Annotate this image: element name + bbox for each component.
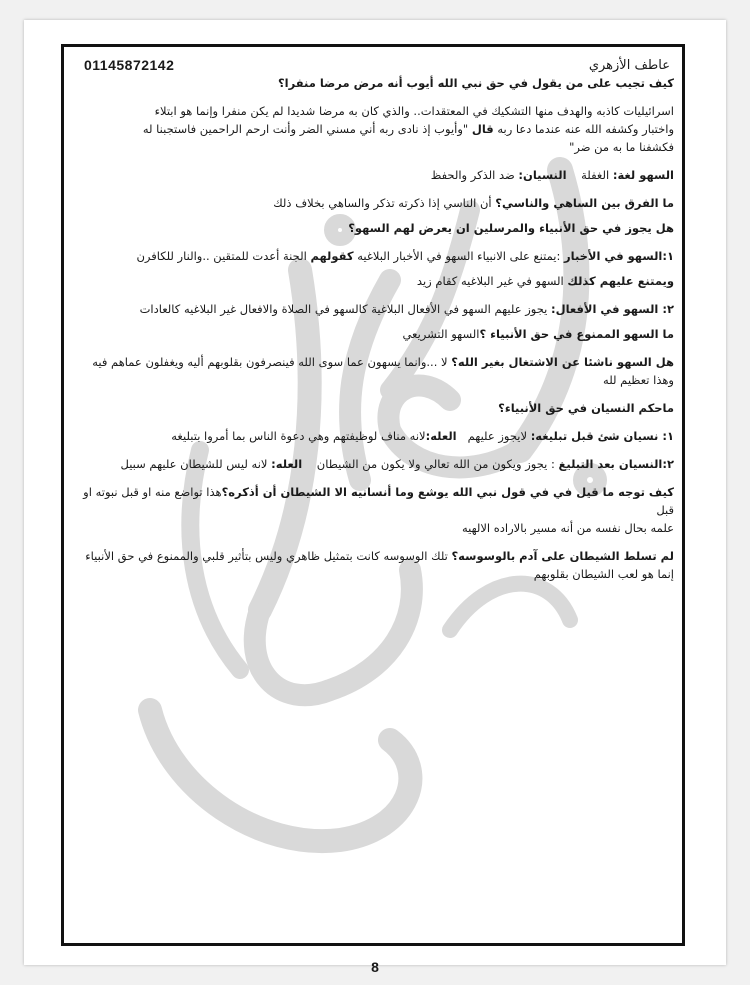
question-adam: [66, 547, 674, 565]
question-yusha: [66, 483, 674, 519]
answer-nisyan-after-label: ٢:النسيان بعد التبليغ: [558, 457, 674, 471]
answer-difference: أن الناسي إذا ذكرته تذكر والساهي بخلاف ذلك: [273, 196, 492, 210]
answer-ayyub-line-3: فكشفنا ما به من ضر": [569, 140, 674, 154]
answer-sahw-news-pre: :يمتنع على الانبياء السهو في الأخبار البلاغيه: [357, 249, 561, 263]
answer-ayyub-verse: "وأيوب إذ نادى ربه أني مسني الضر وأنت ارحم الراحمين فاستجبنا له: [142, 122, 469, 136]
answer-nisyan-before: [66, 427, 674, 445]
answer-sahw-news-b-bold: ويمتنع عليهم كذلك: [567, 274, 674, 288]
document-body: [66, 74, 674, 583]
question-prophets-sahw: هل يجوز في حق الأنبياء والمرسلين ان يعرض لهم السهو؟: [348, 221, 674, 235]
header-author-name: عاطف الأزهري: [588, 58, 670, 73]
answer-nisyan-after-reason: لانه ليس للشيطان عليهم سبيل: [120, 457, 268, 471]
def-nisyan-label: النسيان:: [518, 168, 567, 182]
answer-nisyan-after-text: : يجوز ويكون من الله تعالي ولا يكون من الشيطان: [316, 457, 555, 471]
answer-sahw-news-b-post: السهو في غير البلاغيه كقام زيد: [416, 274, 564, 288]
answer-nisyan-after-reason-label: العله:: [271, 457, 303, 471]
answer-ayyub-line-2: [66, 120, 674, 138]
question-sahw-origin: [66, 353, 674, 371]
answer-sahw-news-bold: كقولهم: [310, 249, 354, 263]
answer-sahw-deeds-text: يجوز عليهم السهو في الأفعال البلاغية كالسهو في الصلاة والافعال غير البلاغيه كالعادات: [139, 302, 548, 316]
question-forbidden-sahw-text: ما السهو الممنوع في حق الأنبياء ؟: [479, 327, 674, 341]
question-difference: [66, 194, 674, 212]
question-difference-text: ما الفرق بين الساهي والناسي؟: [495, 196, 674, 210]
question-sahw-origin-text: هل السهو ناشئا عن الاشتغال بغير الله؟: [451, 355, 674, 369]
answer-ayyub-qala: قال: [471, 122, 494, 136]
answer-sahw-news: [66, 247, 674, 265]
answer-yusha-l2: علمه بحال نفسه من أنه مسير بالاراده الالهيه: [461, 521, 674, 535]
answer-sahw-deeds: [66, 300, 674, 318]
answer-adam-l1: تلك الوسوسه كانت بتمثيل ظاهري وليس بتأثير قلبي والممنوع في حق الأنبياء: [85, 549, 448, 563]
question-forbidden-sahw: [66, 325, 674, 343]
answer-adam-l2: إنما هو لعب الشيطان بقلوبهم: [533, 567, 674, 581]
question-ayyub: كيف تجيب على من يقول في حق نبي الله أيوب أنه مرض مرضا منفرا؟: [278, 76, 674, 90]
answer-forbidden-sahw: السهو التشريعي: [402, 327, 480, 341]
answer-nisyan-after: [66, 455, 674, 473]
definitions-line: [66, 166, 674, 184]
page-number: 8: [371, 959, 379, 975]
answer-sahw-news-post: الجنة أعدت للمتقين ..والنار للكافرن: [136, 249, 307, 263]
question-adam-text: لم تسلط الشيطان على آدم بالوسوسه؟: [451, 549, 674, 563]
def-sahw-value: الغفلة: [581, 168, 610, 182]
answer-sahw-origin-l1: لا ...وانما يسهون عما سوى الله فينصرفون بقلوبهم أليه ويغفلون عماهم فيه: [92, 355, 448, 369]
question-nisyan-ruling: ماحكم النسيان في حق الأنبياء؟: [498, 401, 674, 415]
question-yusha-text: كيف توجه ما قيل في في قول نبي الله يوشع وما أنسانيه الا الشيطان أن أذكره؟: [221, 485, 674, 499]
answer-nisyan-before-label: ١: نسيان شئ قبل تبليغه:: [530, 429, 674, 443]
answer-nisyan-before-text: لايجوز عليهم: [467, 429, 528, 443]
answer-sahw-origin-l2: وهذا تعظيم لله: [603, 373, 674, 387]
answer-sahw-news-b: [66, 272, 674, 290]
answer-sahw-deeds-label: ٢: السهو في الأفعال:: [551, 302, 674, 316]
answer-ayyub-pre: واختبار وكشفه الله عنه عندما دعا ربه: [497, 122, 674, 136]
answer-nisyan-before-reason-label: العله:: [425, 429, 457, 443]
answer-nisyan-before-reason: لانه مناف لوظيفتهم وهي دعوة الناس بما أمروا بتبليغه: [171, 429, 426, 443]
def-nisyan-value: ضد الذكر والحفظ: [430, 168, 515, 182]
answer-sahw-news-label: ١:السهو في الأخبار: [564, 249, 674, 263]
answer-ayyub-line-1: اسرائيليات كاذبه والهدف منها التشكيك في المعتقدات.. والذي كان به مرضا شديدا لم يكن منفرا وإنما هو ابتلاء: [154, 104, 674, 118]
header-phone-number: 01145872142: [84, 57, 175, 73]
answer-yusha-l1: هذا تواضع منه او قبل نبوته او قبل: [83, 485, 674, 517]
def-sahw-label: السهو لغة:: [612, 168, 674, 182]
